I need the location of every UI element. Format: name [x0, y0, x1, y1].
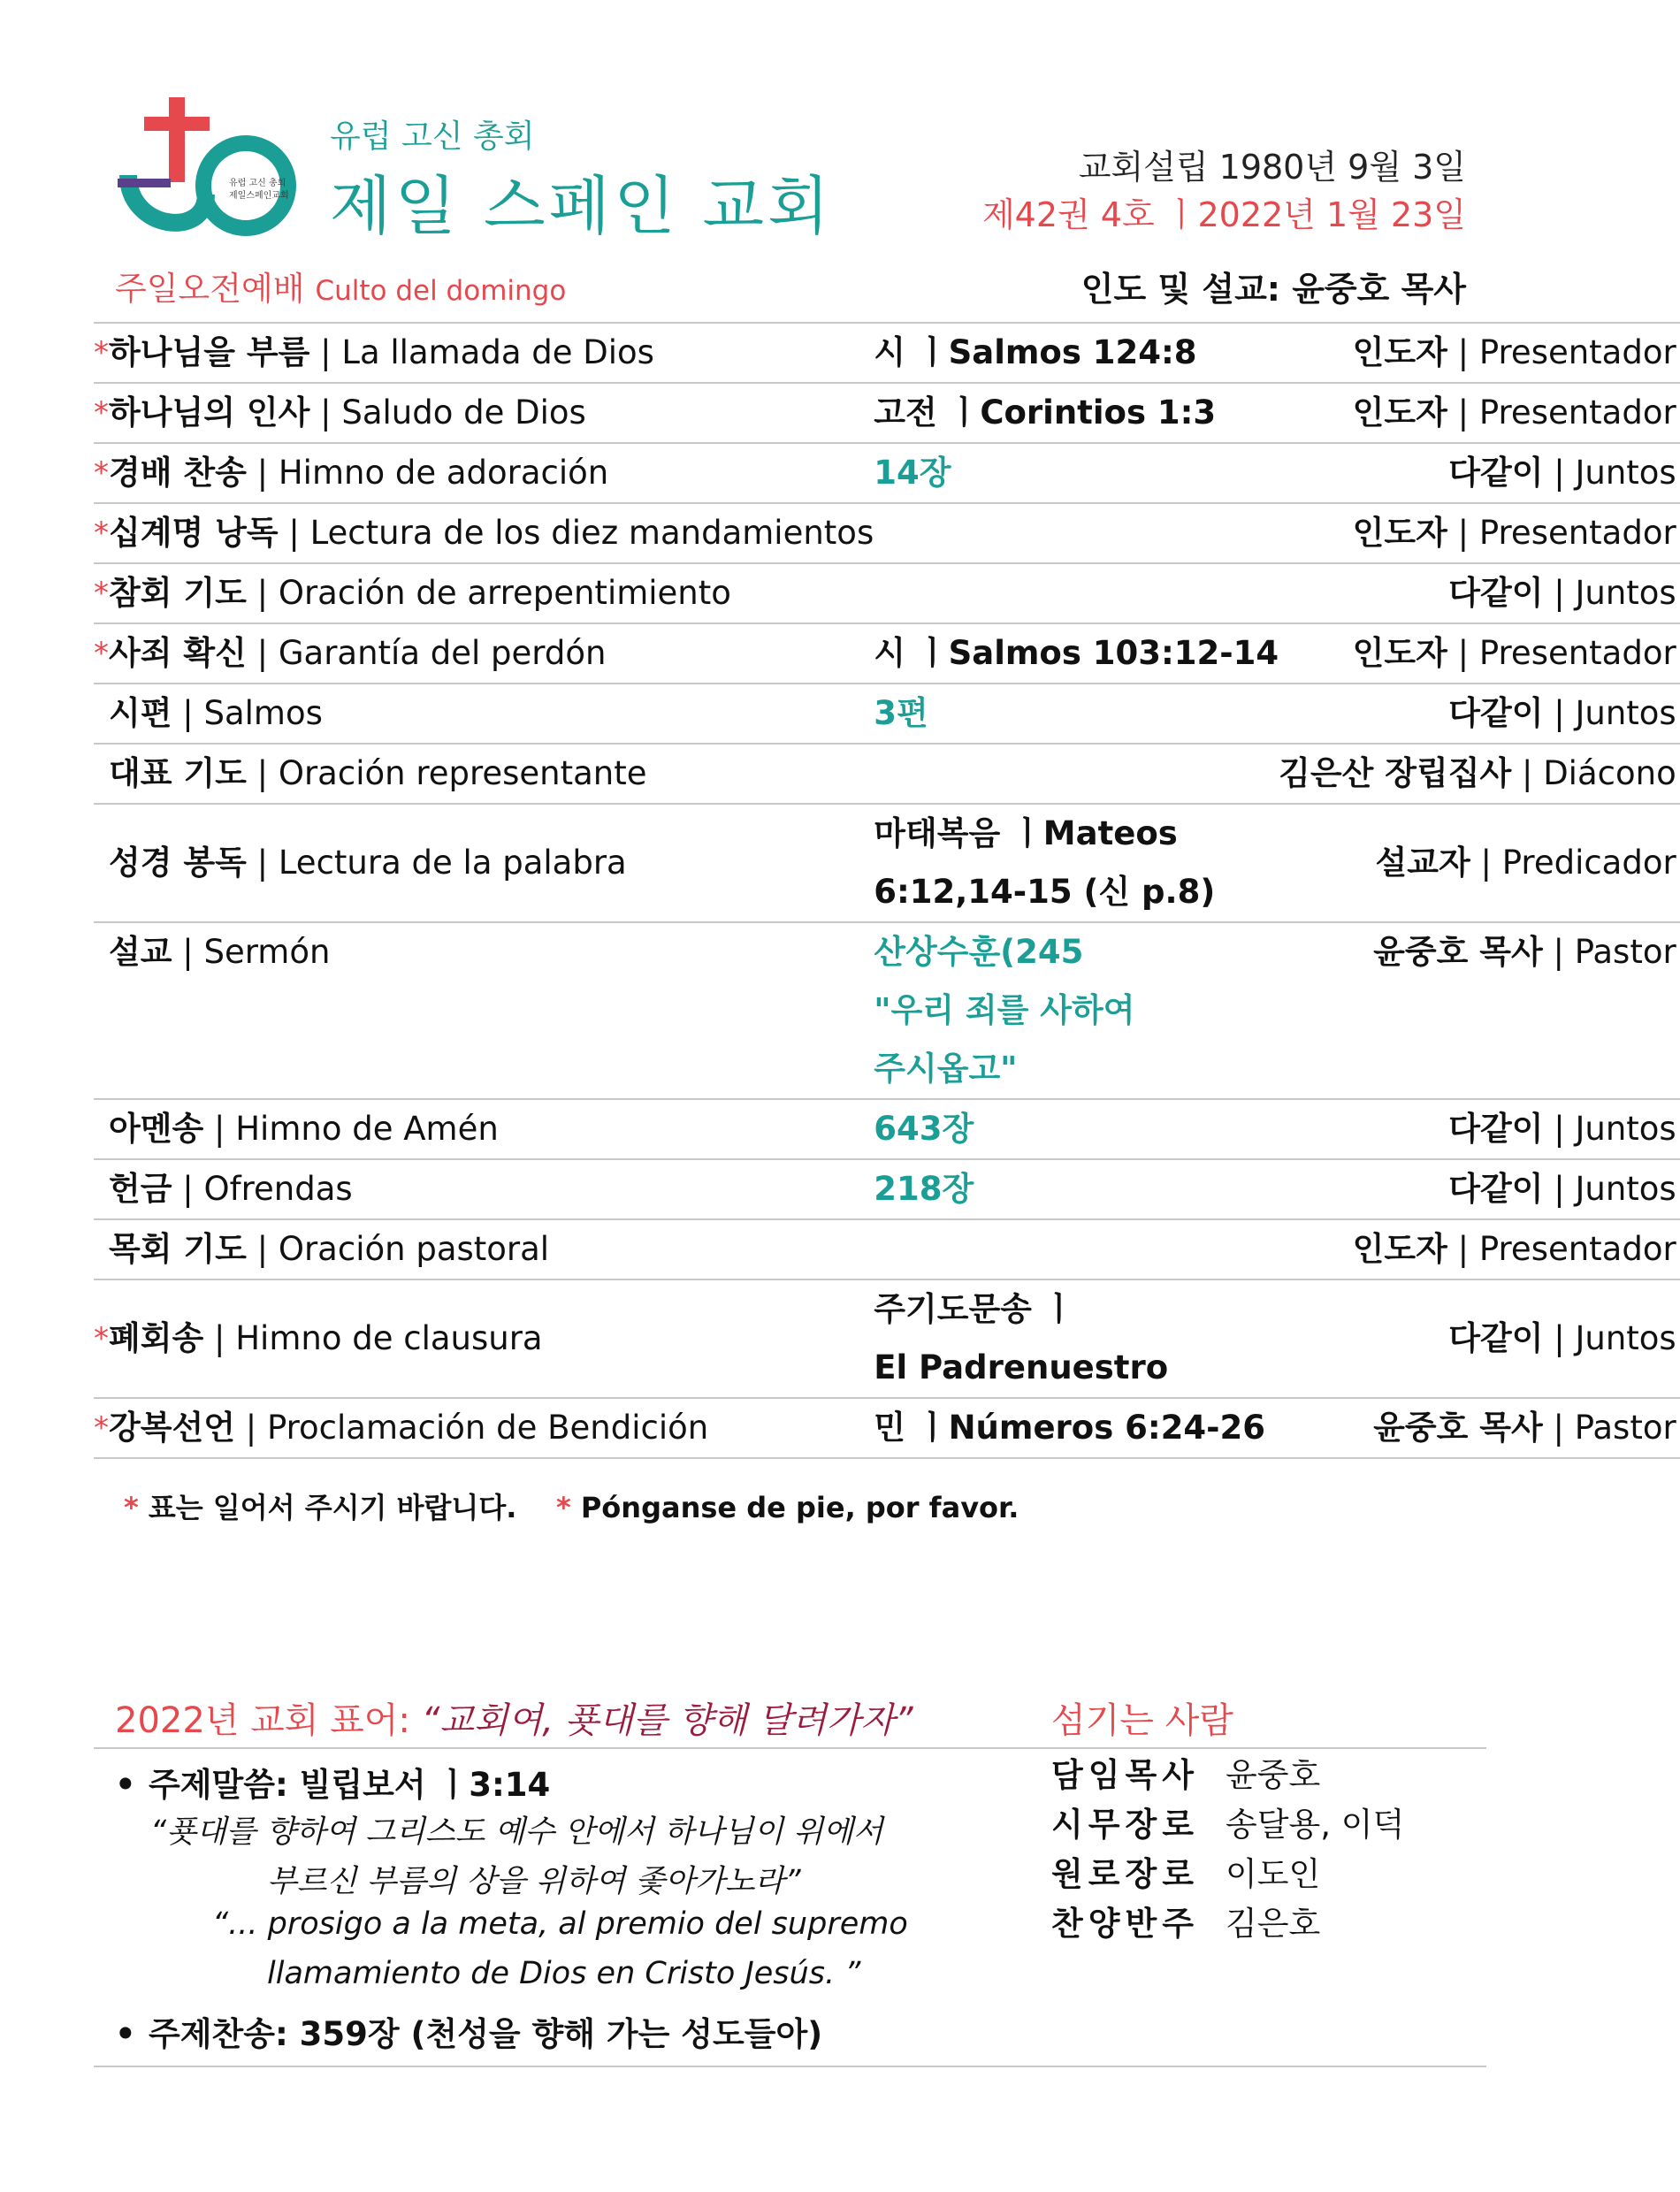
worship-item-name: [109, 922, 874, 1099]
servant-name: 송달용, 이덕: [1225, 1806, 1405, 1844]
servant-row: [1051, 1899, 1404, 1949]
standing-star: *: [94, 443, 109, 503]
worship-item-leader-es: | Predicador: [1470, 844, 1676, 882]
standing-star: *: [94, 563, 109, 623]
motto-label: 2022년 교회 표어:: [115, 1700, 422, 1741]
servant-name: 김은호: [1225, 1905, 1321, 1943]
worship-item-name-es: | Oración pastoral: [246, 1230, 550, 1268]
worship-item-leader: [1279, 563, 1680, 623]
worship-item-leader-ko: 인도자: [1352, 393, 1447, 432]
worship-item-leader-ko: 인도자: [1352, 514, 1447, 552]
worship-item-name-es: | Himno de clausura: [203, 1319, 543, 1357]
worship-item-name-es: | Oración representante: [246, 754, 647, 792]
worship-item-name-ko: 설교: [109, 933, 172, 971]
worship-item-ref: 3편: [874, 694, 928, 732]
verse-ko-line-1: “푯대를 향하여 그리스도 예수 안에서 하나님이 위에서: [150, 1814, 883, 1850]
theme-hymn-text: 주제찬송: 359장 (천성을 향해 가는 성도들아): [149, 2015, 823, 2053]
worship-item-leader-ko: 인도자: [1352, 634, 1447, 672]
worship-item-leader: [1279, 1279, 1680, 1398]
worship-item-name-ko: 하나님의 인사: [109, 393, 310, 432]
worship-item-ref: 산상수훈(245: [874, 933, 1084, 971]
worship-item-row: [94, 1159, 1680, 1219]
servant-role: 원로장로: [1051, 1855, 1199, 1893]
worship-item-leader: [1279, 623, 1680, 684]
bullet: •: [115, 1766, 136, 1804]
worship-item-leader: [1279, 503, 1680, 563]
worship-item-leader-ko: 인도자: [1352, 333, 1447, 371]
worship-item-leader: [1279, 804, 1680, 922]
theme-hymn: [115, 2007, 822, 2055]
worship-item-leader-es: | Presentador: [1447, 1230, 1676, 1268]
worship-item-row: [94, 323, 1680, 383]
worship-item-name-ko: 강복선언: [109, 1409, 235, 1447]
worship-item-leader: [1279, 1219, 1680, 1279]
logo-text-1: 유럽 고신 총회: [229, 179, 286, 188]
servant-name: 이도인: [1225, 1855, 1321, 1893]
worship-item-leader-es: | Juntos: [1543, 1110, 1676, 1148]
worship-item-ref: 고전 ㅣCorintios 1:3: [874, 393, 1217, 432]
worship-item-ref: 마태복음 ㅣMateos: [874, 814, 1178, 852]
bullet: •: [115, 2015, 136, 2053]
standing-star: [94, 1219, 109, 1279]
worship-item-leader-es: | Presentador: [1447, 514, 1676, 552]
worship-item-name-es: | Himno de adoración: [246, 454, 609, 492]
worship-item-name-ko: 사죄 확신: [109, 634, 247, 672]
standing-star: *: [94, 1398, 109, 1458]
worship-item-leader-ko: 다같이: [1448, 1170, 1544, 1208]
worship-item-name-es: | Salmos: [172, 694, 323, 732]
worship-item-leader-ko: 다같이: [1448, 694, 1544, 732]
worship-item-name-ko: 대표 기도: [109, 754, 247, 792]
worship-item-leader: [1279, 1159, 1680, 1219]
servants-table: [1051, 1751, 1404, 1949]
worship-item-leader-ko: 설교자: [1375, 844, 1470, 882]
worship-item-leader: [1279, 684, 1680, 744]
worship-item-ref: 시 ㅣSalmos 124:8: [874, 333, 1197, 371]
worship-item-name: [109, 1279, 874, 1398]
worship-item-name-es: | La llamada de Dios: [309, 333, 654, 371]
standing-star: *: [94, 1279, 109, 1398]
note-star-2: *: [555, 1491, 571, 1524]
note-ko: 표는 일어서 주시기 바랍니다.: [148, 1491, 517, 1524]
worship-item-name-ko: 아멘송: [109, 1110, 204, 1148]
worship-item-row: [94, 804, 1680, 922]
issue-info: 제42권 4호 ㅣ2022년 1월 23일: [981, 195, 1466, 234]
worship-item-name-es: | Lectura de los diez mandamientos: [278, 514, 874, 552]
standing-star: [94, 922, 109, 1099]
worship-item-leader: [1279, 323, 1680, 383]
worship-item-row: [94, 684, 1680, 744]
standing-star: *: [94, 323, 109, 383]
worship-item-name: [109, 684, 874, 744]
worship-item-name-es: | Oración de arrepentimiento: [246, 574, 731, 612]
worship-item-leader-es: | Juntos: [1543, 574, 1676, 612]
worship-item-name: [109, 744, 874, 804]
service-leader: 인도 및 설교: 윤중호 목사: [1081, 270, 1466, 309]
worship-item-name-ko: 하나님을 부름: [109, 333, 310, 371]
worship-item-row: [94, 1219, 1680, 1279]
church-logo: [118, 97, 294, 244]
worship-item-row: [94, 563, 1680, 623]
worship-item-leader-ko: 다같이: [1448, 574, 1544, 612]
standing-star: [94, 1159, 109, 1219]
founded-date: 교회설립 1980년 9월 3일: [1078, 148, 1466, 187]
worship-item-name-ko: 목회 기도: [109, 1230, 247, 1268]
worship-item-ref: 민 ㅣNúmeros 6:24-26: [874, 1409, 1265, 1447]
worship-item-name-ko: 헌금: [109, 1170, 172, 1208]
servant-role: 찬양반주: [1051, 1905, 1199, 1943]
standing-note: [124, 1486, 1019, 1526]
worship-item-name-es: | Himno de Amén: [203, 1110, 499, 1148]
worship-item-name-es: | Proclamación de Bendición: [234, 1409, 709, 1447]
worship-item-leader: [1279, 744, 1680, 804]
standing-star: [94, 804, 109, 922]
logo-text-2: 제일스페인교회: [229, 191, 289, 201]
worship-item-leader-ko: 윤중호 목사: [1373, 933, 1543, 971]
divider: [94, 2066, 1486, 2067]
worship-item-leader-ko: 다같이: [1448, 454, 1544, 492]
worship-item-leader: [1279, 383, 1680, 443]
worship-item-leader-es: | Pastor: [1542, 933, 1676, 971]
worship-item-leader-ko: 인도자: [1352, 1230, 1447, 1268]
servant-row: [1051, 1751, 1404, 1800]
servants-title: 섬기는 사람: [1051, 1700, 1233, 1741]
worship-item-ref-line-3: 주시옵고": [874, 1050, 1018, 1088]
worship-item-leader-ko: 윤중호 목사: [1373, 1409, 1543, 1447]
standing-star: *: [94, 383, 109, 443]
organization-name: 유럽 고신 총회: [330, 118, 535, 155]
servant-row: [1051, 1850, 1404, 1899]
standing-star: [94, 744, 109, 804]
worship-item-name-ko: 십계명 낭독: [109, 514, 279, 552]
worship-item-name-es: | Sermón: [172, 933, 331, 971]
worship-item-row: [94, 1279, 1680, 1398]
servant-role: 시무장로: [1051, 1806, 1199, 1844]
verse-es-line-1: “... prosigo a la meta, al premio del supremo: [212, 1906, 908, 1942]
worship-item-name: [109, 563, 874, 623]
worship-item-name-es: | Garantía del perdón: [246, 634, 607, 672]
servant-role: 담임목사: [1051, 1756, 1199, 1794]
worship-item-name: [109, 323, 874, 383]
worship-item-leader: [1279, 1099, 1680, 1159]
worship-item-leader-es: | Juntos: [1543, 694, 1676, 732]
worship-item-leader-es: | Presentador: [1447, 333, 1676, 371]
church-logo-icon: [118, 97, 294, 244]
worship-item-name: [109, 804, 874, 922]
worship-item-ref: 주기도문송 ㅣ: [874, 1290, 1075, 1328]
divider: [94, 1747, 1486, 1749]
worship-item-ref-line-2: "우리 죄를 사하여: [874, 991, 1135, 1029]
worship-item-row: [94, 443, 1680, 503]
worship-item-name-es: | Lectura de la palabra: [246, 844, 627, 882]
worship-item-name-ko: 경배 찬송: [109, 454, 247, 492]
verse-ko-line-2: 부르신 부름의 상을 위하여 좇아가노라”: [267, 1864, 801, 1899]
worship-item-name-es: | Saludo de Dios: [309, 393, 586, 432]
worship-item-row: [94, 922, 1680, 1099]
worship-item-name: [109, 623, 874, 684]
worship-item-leader-es: | Presentador: [1447, 634, 1676, 672]
worship-item-leader: [1279, 922, 1680, 1099]
worship-item-leader-ko: 다같이: [1448, 1319, 1544, 1357]
worship-item-name-ko: 참회 기도: [109, 574, 247, 612]
worship-item-ref: 14장: [874, 454, 951, 492]
worship-item-leader: [1279, 1398, 1680, 1458]
worship-item-leader-es: | Presentador: [1447, 393, 1676, 432]
service-title-es: Culto del domingo: [315, 275, 567, 307]
worship-item-leader-ko: 다같이: [1448, 1110, 1544, 1148]
servant-row: [1051, 1800, 1404, 1850]
worship-item-ref-line-2: 6:12,14-15 (신 p.8): [874, 873, 1216, 911]
standing-star: *: [94, 503, 109, 563]
worship-item-name: [109, 1219, 874, 1279]
church-name: 제일 스페인 교회: [330, 169, 833, 243]
worship-item-name: [109, 503, 874, 563]
motto-phrase: “교회여, 푯대를 향해 달려가자”: [421, 1700, 913, 1741]
note-star-1: *: [124, 1491, 139, 1524]
worship-item-name-es: | Ofrendas: [172, 1170, 353, 1208]
standing-star: *: [94, 623, 109, 684]
worship-item-row: [94, 503, 1680, 563]
worship-item-leader-es: | Pastor: [1542, 1409, 1676, 1447]
worship-item-name: [109, 1099, 874, 1159]
standing-star: [94, 684, 109, 744]
worship-item-ref-line-2: El Padrenuestro: [874, 1348, 1169, 1386]
theme-word-text: 주제말씀: 빌립보서 ㅣ3:14: [149, 1766, 551, 1804]
worship-item-row: [94, 744, 1680, 804]
worship-item-name: [109, 1159, 874, 1219]
worship-item-ref: 643장: [874, 1110, 974, 1148]
worship-item-ref: 시 ㅣSalmos 103:12-14: [874, 634, 1279, 672]
worship-item-name-ko: 폐회송: [109, 1319, 204, 1357]
worship-item-leader-es: | Juntos: [1543, 454, 1676, 492]
worship-item-name: [109, 383, 874, 443]
worship-item-leader: [1279, 443, 1680, 503]
verse-es-line-2: llamamiento de Dios en Cristo Jesús. ”: [267, 1956, 861, 1991]
worship-item-leader-ko: 김은산 장립집사: [1279, 754, 1512, 792]
theme-word: [115, 1758, 550, 1806]
standing-star: [94, 1099, 109, 1159]
worship-item-leader-es: | Juntos: [1543, 1319, 1676, 1357]
worship-item-leader-es: | Diácono: [1511, 754, 1676, 792]
worship-item-name-ko: 성경 봉독: [109, 844, 247, 882]
worship-item-row: [94, 383, 1680, 443]
worship-item-name-ko: 시편: [109, 694, 172, 732]
worship-item-name: [109, 443, 874, 503]
worship-item-leader-es: | Juntos: [1543, 1170, 1676, 1208]
servant-name: 윤중호: [1225, 1756, 1321, 1794]
worship-item-row: [94, 1099, 1680, 1159]
service-title-ko: 주일오전예배: [115, 270, 305, 308]
note-es: Pónganse de pie, por favor.: [580, 1491, 1019, 1524]
worship-item-ref: 218장: [874, 1170, 974, 1208]
order-of-worship-table: [94, 322, 1680, 1459]
church-motto: [115, 1692, 913, 1743]
worship-item-name: [109, 1398, 874, 1458]
service-title: [115, 262, 566, 309]
worship-item-row: [94, 623, 1680, 684]
worship-item-row: [94, 1398, 1680, 1458]
